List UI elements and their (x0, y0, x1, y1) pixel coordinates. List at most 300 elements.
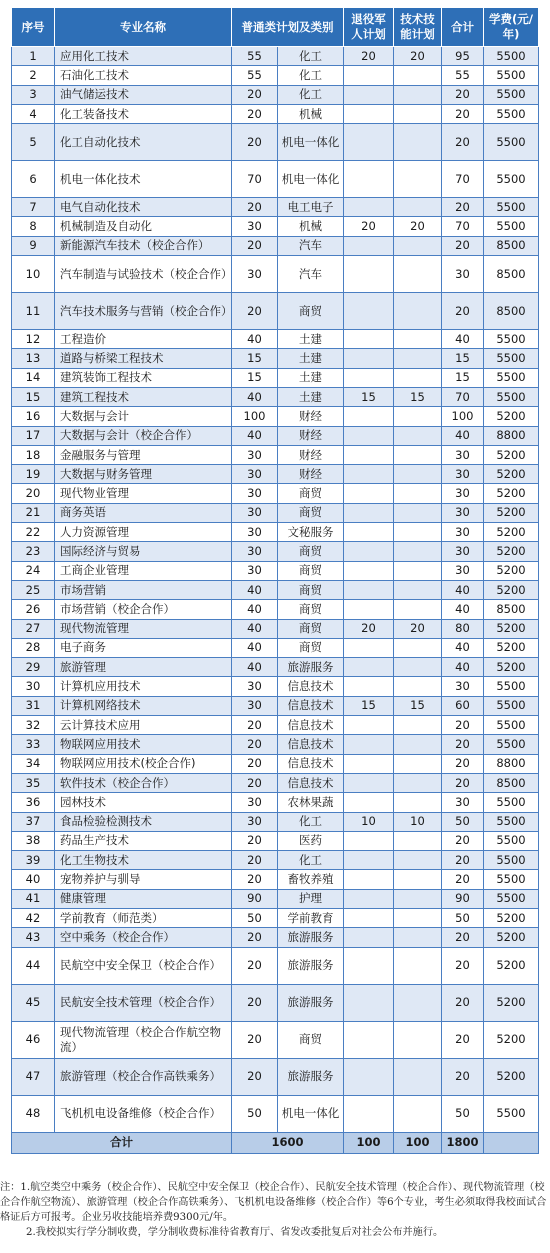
category: 化工 (278, 851, 344, 870)
table-row (12, 638, 539, 657)
row-index: 13 (12, 349, 55, 368)
skill-plan (394, 236, 442, 255)
category: 财经 (278, 426, 344, 445)
tuition: 5500 (484, 696, 539, 715)
row-total: 30 (442, 465, 484, 484)
veteran-plan (344, 198, 394, 217)
table-row (12, 793, 539, 812)
major-name: 应用化工技术 (55, 47, 232, 66)
tuition: 8500 (484, 600, 539, 619)
category: 商贸 (278, 600, 344, 619)
veteran-plan (344, 445, 394, 464)
category: 化工 (278, 47, 344, 66)
major-name: 化工生物技术 (55, 851, 232, 870)
major-name: 现代物流管理 (55, 619, 232, 638)
row-index: 45 (12, 984, 55, 1021)
skill-plan (394, 523, 442, 542)
skill-plan (394, 1058, 442, 1095)
table-row (12, 66, 539, 85)
veteran-plan (344, 104, 394, 123)
regular-plan: 20 (232, 1058, 278, 1095)
major-name: 市场营销 (55, 580, 232, 599)
tuition: 5200 (484, 908, 539, 927)
footnote-2: 2.我校拟实行学分制收费，学分制收费标准待省教育厅、省发改委批复后对社会公布并施行。 (26, 1227, 444, 1238)
skill-plan: 15 (394, 696, 442, 715)
veteran-plan (344, 831, 394, 850)
header-veteran-plan: 退役军人计划 (344, 8, 394, 47)
tuition: 5500 (484, 198, 539, 217)
category: 商贸 (278, 638, 344, 657)
skill-plan (394, 426, 442, 445)
tuition: 5500 (484, 349, 539, 368)
skill-plan (394, 831, 442, 850)
skill-plan (394, 85, 442, 104)
skill-plan (394, 735, 442, 754)
row-index: 24 (12, 561, 55, 580)
tuition: 5200 (484, 503, 539, 522)
major-name: 机械制造及自动化 (55, 217, 232, 236)
veteran-plan (344, 600, 394, 619)
major-name: 工程造价 (55, 330, 232, 349)
regular-plan: 30 (232, 542, 278, 561)
table-row (12, 831, 539, 850)
veteran-plan (344, 256, 394, 293)
category: 财经 (278, 407, 344, 426)
skill-plan (394, 908, 442, 927)
row-index: 20 (12, 484, 55, 503)
row-total: 30 (442, 445, 484, 464)
row-index: 15 (12, 387, 55, 406)
table-row (12, 104, 539, 123)
regular-plan: 15 (232, 368, 278, 387)
table-row (12, 330, 539, 349)
row-total: 70 (442, 161, 484, 198)
regular-plan: 20 (232, 1021, 278, 1058)
veteran-plan (344, 503, 394, 522)
veteran-plan: 10 (344, 812, 394, 831)
skill-plan (394, 503, 442, 522)
major-name: 学前教育（师范类） (55, 908, 232, 927)
regular-plan: 20 (232, 984, 278, 1021)
regular-plan: 55 (232, 66, 278, 85)
category: 信息技术 (278, 754, 344, 773)
table-row (12, 426, 539, 445)
table-row (12, 256, 539, 293)
major-name: 园林技术 (55, 793, 232, 812)
skill-plan: 10 (394, 812, 442, 831)
header-index: 序号 (12, 8, 55, 47)
skill-plan (394, 445, 442, 464)
skill-plan (394, 793, 442, 812)
row-total: 55 (442, 66, 484, 85)
row-total: 95 (442, 47, 484, 66)
row-total: 20 (442, 984, 484, 1021)
veteran-plan (344, 465, 394, 484)
tuition: 5200 (484, 445, 539, 464)
tuition: 5200 (484, 523, 539, 542)
category: 机电一体化 (278, 124, 344, 161)
row-total: 20 (442, 870, 484, 889)
row-index: 29 (12, 658, 55, 677)
total-row (12, 1132, 539, 1153)
veteran-plan (344, 793, 394, 812)
veteran-plan (344, 889, 394, 908)
major-name: 汽车技术服务与营销（校企合作） (55, 293, 232, 330)
row-index: 12 (12, 330, 55, 349)
table-row (12, 85, 539, 104)
row-total: 20 (442, 754, 484, 773)
row-index: 39 (12, 851, 55, 870)
row-index: 2 (12, 66, 55, 85)
major-name: 大数据与会计（校企合作） (55, 426, 232, 445)
row-index: 35 (12, 773, 55, 792)
tuition: 5200 (484, 542, 539, 561)
regular-plan: 30 (232, 503, 278, 522)
tuition: 5500 (484, 104, 539, 123)
skill-plan (394, 658, 442, 677)
row-total: 40 (442, 426, 484, 445)
row-index: 9 (12, 236, 55, 255)
regular-plan: 20 (232, 773, 278, 792)
skill-plan (394, 330, 442, 349)
table-row (12, 523, 539, 542)
row-index: 26 (12, 600, 55, 619)
tuition: 5500 (484, 368, 539, 387)
total-fee (484, 1132, 539, 1153)
tuition: 5200 (484, 465, 539, 484)
total-veteran: 100 (344, 1132, 394, 1153)
tuition: 5200 (484, 638, 539, 657)
row-total: 80 (442, 619, 484, 638)
table-row (12, 812, 539, 831)
major-name: 油气储运技术 (55, 85, 232, 104)
row-total: 40 (442, 638, 484, 657)
table-row (12, 851, 539, 870)
row-index: 3 (12, 85, 55, 104)
row-index: 18 (12, 445, 55, 464)
veteran-plan: 20 (344, 217, 394, 236)
table-row (12, 735, 539, 754)
header-skill-plan: 技术技能计划 (394, 8, 442, 47)
category: 汽车 (278, 256, 344, 293)
category: 信息技术 (278, 716, 344, 735)
major-name: 建筑装饰工程技术 (55, 368, 232, 387)
category: 旅游服务 (278, 928, 344, 947)
skill-plan (394, 773, 442, 792)
row-index: 32 (12, 716, 55, 735)
veteran-plan (344, 947, 394, 984)
veteran-plan (344, 735, 394, 754)
veteran-plan (344, 161, 394, 198)
skill-plan (394, 928, 442, 947)
tuition: 5200 (484, 928, 539, 947)
table-row (12, 773, 539, 792)
header-total: 合计 (442, 8, 484, 47)
tuition: 5200 (484, 984, 539, 1021)
major-name: 市场营销（校企合作） (55, 600, 232, 619)
skill-plan (394, 677, 442, 696)
regular-plan: 40 (232, 387, 278, 406)
row-index: 4 (12, 104, 55, 123)
row-index: 28 (12, 638, 55, 657)
regular-plan: 15 (232, 349, 278, 368)
regular-plan: 40 (232, 619, 278, 638)
table-row (12, 619, 539, 638)
category: 信息技术 (278, 773, 344, 792)
regular-plan: 20 (232, 947, 278, 984)
regular-plan: 40 (232, 580, 278, 599)
skill-plan: 20 (394, 619, 442, 638)
table-row (12, 1058, 539, 1095)
skill-plan (394, 368, 442, 387)
tuition: 5500 (484, 387, 539, 406)
row-total: 40 (442, 330, 484, 349)
category: 机电一体化 (278, 1095, 344, 1132)
regular-plan: 20 (232, 198, 278, 217)
category: 商贸 (278, 1021, 344, 1058)
veteran-plan: 20 (344, 619, 394, 638)
table-row (12, 928, 539, 947)
category: 机电一体化 (278, 161, 344, 198)
regular-plan: 30 (232, 677, 278, 696)
regular-plan: 30 (232, 217, 278, 236)
tuition: 8500 (484, 236, 539, 255)
header-row (12, 8, 539, 47)
row-total: 20 (442, 198, 484, 217)
row-total: 30 (442, 484, 484, 503)
veteran-plan (344, 330, 394, 349)
major-name: 石油化工技术 (55, 66, 232, 85)
regular-plan: 40 (232, 426, 278, 445)
row-index: 31 (12, 696, 55, 715)
skill-plan (394, 889, 442, 908)
row-total: 30 (442, 561, 484, 580)
skill-plan (394, 870, 442, 889)
row-total: 20 (442, 735, 484, 754)
row-total: 60 (442, 696, 484, 715)
major-name: 现代物流管理（校企合作航空物流） (55, 1021, 232, 1058)
major-name: 旅游管理 (55, 658, 232, 677)
row-total: 40 (442, 658, 484, 677)
enrollment-plan-table (11, 7, 539, 1154)
row-total: 20 (442, 236, 484, 255)
row-index: 23 (12, 542, 55, 561)
veteran-plan (344, 368, 394, 387)
table-row (12, 484, 539, 503)
tuition: 5500 (484, 677, 539, 696)
category: 电工电子 (278, 198, 344, 217)
tuition: 5200 (484, 1021, 539, 1058)
row-index: 11 (12, 293, 55, 330)
table-row (12, 677, 539, 696)
regular-plan: 30 (232, 523, 278, 542)
row-index: 42 (12, 908, 55, 927)
major-name: 电子商务 (55, 638, 232, 657)
skill-plan (394, 124, 442, 161)
regular-plan: 30 (232, 484, 278, 503)
row-total: 30 (442, 793, 484, 812)
regular-plan: 20 (232, 735, 278, 754)
skill-plan (394, 754, 442, 773)
skill-plan (394, 256, 442, 293)
tuition: 5500 (484, 889, 539, 908)
tuition: 5200 (484, 407, 539, 426)
tuition: 5200 (484, 561, 539, 580)
tuition: 5200 (484, 484, 539, 503)
category: 信息技术 (278, 677, 344, 696)
regular-plan: 40 (232, 600, 278, 619)
table-row (12, 445, 539, 464)
regular-plan: 20 (232, 236, 278, 255)
major-name: 大数据与会计 (55, 407, 232, 426)
row-total: 20 (442, 104, 484, 123)
row-total: 20 (442, 947, 484, 984)
row-total: 20 (442, 773, 484, 792)
major-name: 健康管理 (55, 889, 232, 908)
major-name: 宠物养护与驯导 (55, 870, 232, 889)
table-row (12, 580, 539, 599)
tuition: 5500 (484, 161, 539, 198)
row-index: 8 (12, 217, 55, 236)
major-name: 新能源汽车技术（校企合作） (55, 236, 232, 255)
major-name: 道路与桥梁工程技术 (55, 349, 232, 368)
tuition: 5500 (484, 66, 539, 85)
table-row (12, 236, 539, 255)
major-name: 建筑工程技术 (55, 387, 232, 406)
row-total: 20 (442, 928, 484, 947)
skill-plan (394, 561, 442, 580)
skill-plan (394, 484, 442, 503)
veteran-plan (344, 658, 394, 677)
veteran-plan (344, 66, 394, 85)
major-name: 物联网应用技术(校企合作) (55, 754, 232, 773)
veteran-plan (344, 561, 394, 580)
category: 化工 (278, 66, 344, 85)
tuition: 5500 (484, 851, 539, 870)
row-total: 20 (442, 716, 484, 735)
major-name: 民航空中安全保卫（校企合作） (55, 947, 232, 984)
veteran-plan (344, 908, 394, 927)
veteran-plan (344, 1095, 394, 1132)
veteran-plan (344, 293, 394, 330)
veteran-plan (344, 1021, 394, 1058)
veteran-plan (344, 716, 394, 735)
skill-plan (394, 542, 442, 561)
table-row (12, 293, 539, 330)
tuition: 5500 (484, 124, 539, 161)
tuition: 5500 (484, 812, 539, 831)
table-row (12, 503, 539, 522)
major-name: 云计算技术应用 (55, 716, 232, 735)
category: 机械 (278, 217, 344, 236)
footnote-1: 注：1.航空类空中乘务（校企合作）、民航空中安全保卫（校企合作）、民航安全技术管理（校企合作）、现代物流管理（校企合作航空物流）、旅游管理（校企合作高铁乘务）、飞机机电设备维修（校企合作）等6个专业，考生必须取得我校面试合格证后方可报考。企业另收技能培养费9300元/年。 (0, 1182, 547, 1223)
skill-plan (394, 638, 442, 657)
row-total: 20 (442, 831, 484, 850)
major-name: 药品生产技术 (55, 831, 232, 850)
category: 学前教育 (278, 908, 344, 927)
row-index: 10 (12, 256, 55, 293)
major-name: 机电一体化技术 (55, 161, 232, 198)
row-total: 20 (442, 1021, 484, 1058)
veteran-plan (344, 928, 394, 947)
row-total: 30 (442, 542, 484, 561)
veteran-plan (344, 984, 394, 1021)
veteran-plan (344, 542, 394, 561)
tuition: 5200 (484, 658, 539, 677)
skill-plan (394, 293, 442, 330)
table-row (12, 465, 539, 484)
regular-plan: 20 (232, 104, 278, 123)
header-tuition: 学费(元/年) (484, 8, 539, 47)
row-index: 7 (12, 198, 55, 217)
category: 土建 (278, 330, 344, 349)
veteran-plan: 15 (344, 696, 394, 715)
table-row (12, 1021, 539, 1058)
category: 商贸 (278, 503, 344, 522)
major-name: 化工自动化技术 (55, 124, 232, 161)
veteran-plan (344, 85, 394, 104)
regular-plan: 70 (232, 161, 278, 198)
table-row (12, 368, 539, 387)
table-row (12, 161, 539, 198)
veteran-plan (344, 124, 394, 161)
row-index: 5 (12, 124, 55, 161)
row-index: 6 (12, 161, 55, 198)
tuition: 5500 (484, 330, 539, 349)
table-row (12, 908, 539, 927)
skill-plan (394, 66, 442, 85)
regular-plan: 40 (232, 658, 278, 677)
table-row (12, 870, 539, 889)
regular-plan: 30 (232, 465, 278, 484)
regular-plan: 20 (232, 870, 278, 889)
veteran-plan (344, 523, 394, 542)
row-total: 100 (442, 407, 484, 426)
category: 护理 (278, 889, 344, 908)
regular-plan: 40 (232, 638, 278, 657)
table-row (12, 600, 539, 619)
regular-plan: 20 (232, 754, 278, 773)
category: 医药 (278, 831, 344, 850)
regular-plan: 30 (232, 445, 278, 464)
category: 农林果蔬 (278, 793, 344, 812)
category: 土建 (278, 387, 344, 406)
regular-plan: 30 (232, 561, 278, 580)
table-row (12, 1095, 539, 1132)
skill-plan (394, 1095, 442, 1132)
category: 机械 (278, 104, 344, 123)
row-total: 50 (442, 908, 484, 927)
veteran-plan: 20 (344, 47, 394, 66)
category: 化工 (278, 85, 344, 104)
category: 商贸 (278, 619, 344, 638)
table-row (12, 696, 539, 715)
veteran-plan (344, 870, 394, 889)
tuition: 8800 (484, 754, 539, 773)
row-index: 33 (12, 735, 55, 754)
regular-plan: 20 (232, 124, 278, 161)
major-name: 汽车制造与试验技术（校企合作） (55, 256, 232, 293)
table-row (12, 47, 539, 66)
veteran-plan (344, 754, 394, 773)
tuition: 5500 (484, 1095, 539, 1132)
row-total: 20 (442, 1058, 484, 1095)
table-row (12, 984, 539, 1021)
row-index: 25 (12, 580, 55, 599)
row-total: 40 (442, 600, 484, 619)
category: 商贸 (278, 580, 344, 599)
row-total: 20 (442, 293, 484, 330)
